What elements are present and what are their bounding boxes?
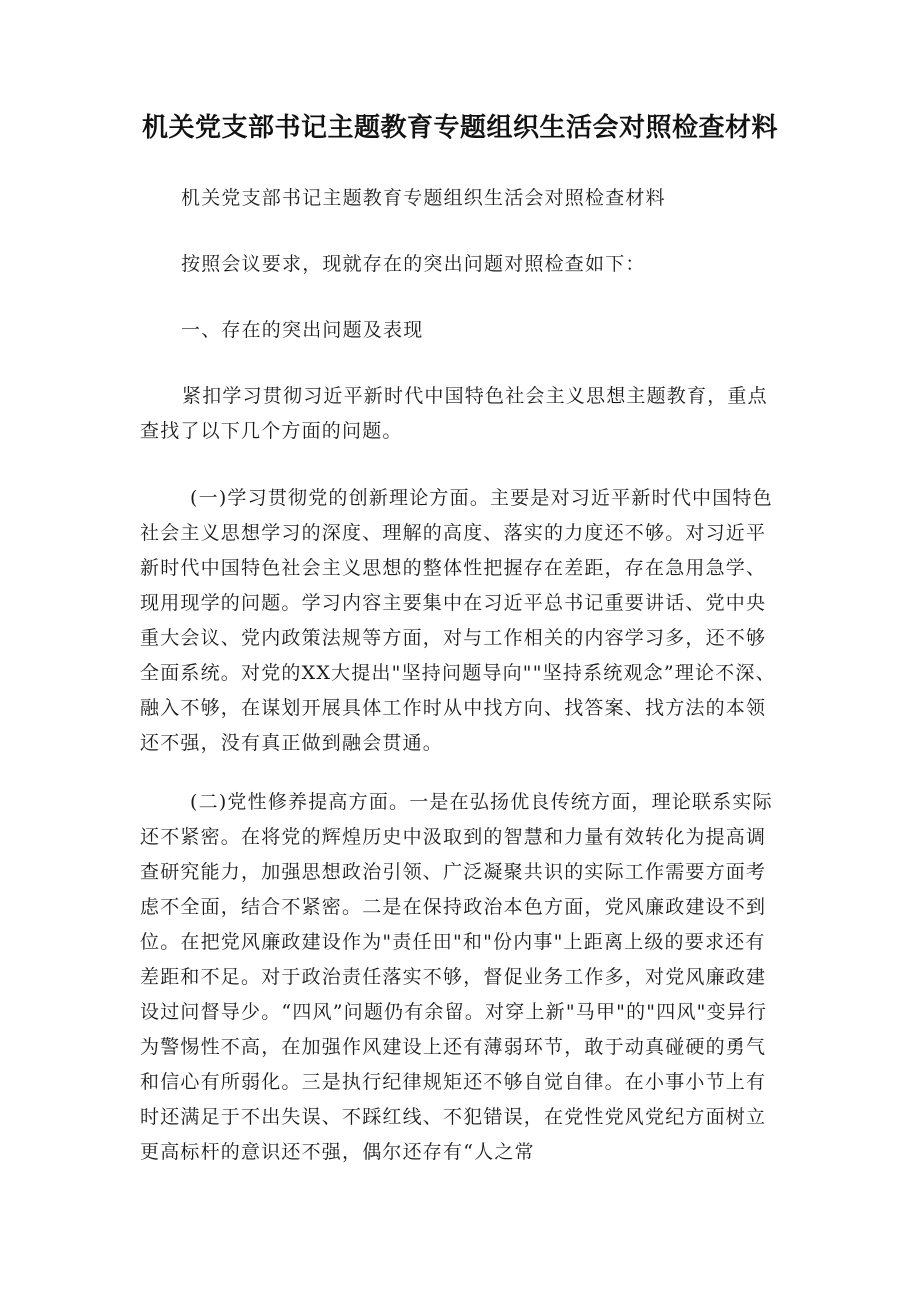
body-paragraph: 紧扣学习贯彻习近平新时代中国特色社会主义思想主题教育，重点查找了以下几个方面的问题。 — [140, 385, 768, 442]
document-subtitle: 机关党支部书记主题教育专题组织生活会对照检查材料 — [181, 187, 666, 209]
subsection-paragraph-1: (一)学习贯彻党的创新理论方面。主要是对习近平新时代中国特色社会主义思想学习的深度、理解的高度、落实的力度还不够。对习近平新时代中国特色社会主义思想的整体性把握存在差距，存在急用急学、现用现学的问题。学习内容主要集中在习近平总书记重要讲话、党中央重大会议、党内政策法规等方面，对与工作相关的内容学习多，还不够全面系统。对党的XX大提出"坚持问题导向""坚持系统观念”理论不深、融入不够，在谋划开展具体工作时从中找方向、找答案、找方法的本领还不强，没有真正做到融会贯通。 — [140, 487, 776, 754]
section-heading: 一、存在的突出问题及表现 — [181, 319, 424, 341]
subsection-paragraph-2: (二)党性修养提高方面。一是在弘扬优良传统方面，理论联系实际还不紧密。在将党的辉煌历史中汲取到的智慧和力量有效转化为提高调查研究能力，加强思想政治引领、广泛凝聚共识的实际工作需要方面考虑不全面，结合不紧密。二是在保持政治本色方面，党风廉政建设不到位。在把党风廉政建设作为"责任田"和"份内事"上距离上级的要求还有差距和不足。对于政治责任落实不够，督促业务工作多，对党风廉政建设过问督导少。“四风”问题仍有余留。对穿上新"马甲"的"四风"变异行为警惕性不高，在加强作风建设上还有薄弱环节，敢于动真碰硬的勇气和信心有所弱化。三是执行纪律规矩还不够自觉自律。在小事小节上有时还满足于不出失误、不踩红线、不犯错误，在党性党风党纪方面树立更高标杆的意识还不强，偶尔还存有“人之常 — [140, 791, 773, 1163]
document-title: 机关党支部书记主题教育专题组织生活会对照检查材料 — [141, 113, 778, 143]
intro-paragraph: 按照会议要求，现就存在的突出问题对照检查如下： — [181, 253, 646, 275]
